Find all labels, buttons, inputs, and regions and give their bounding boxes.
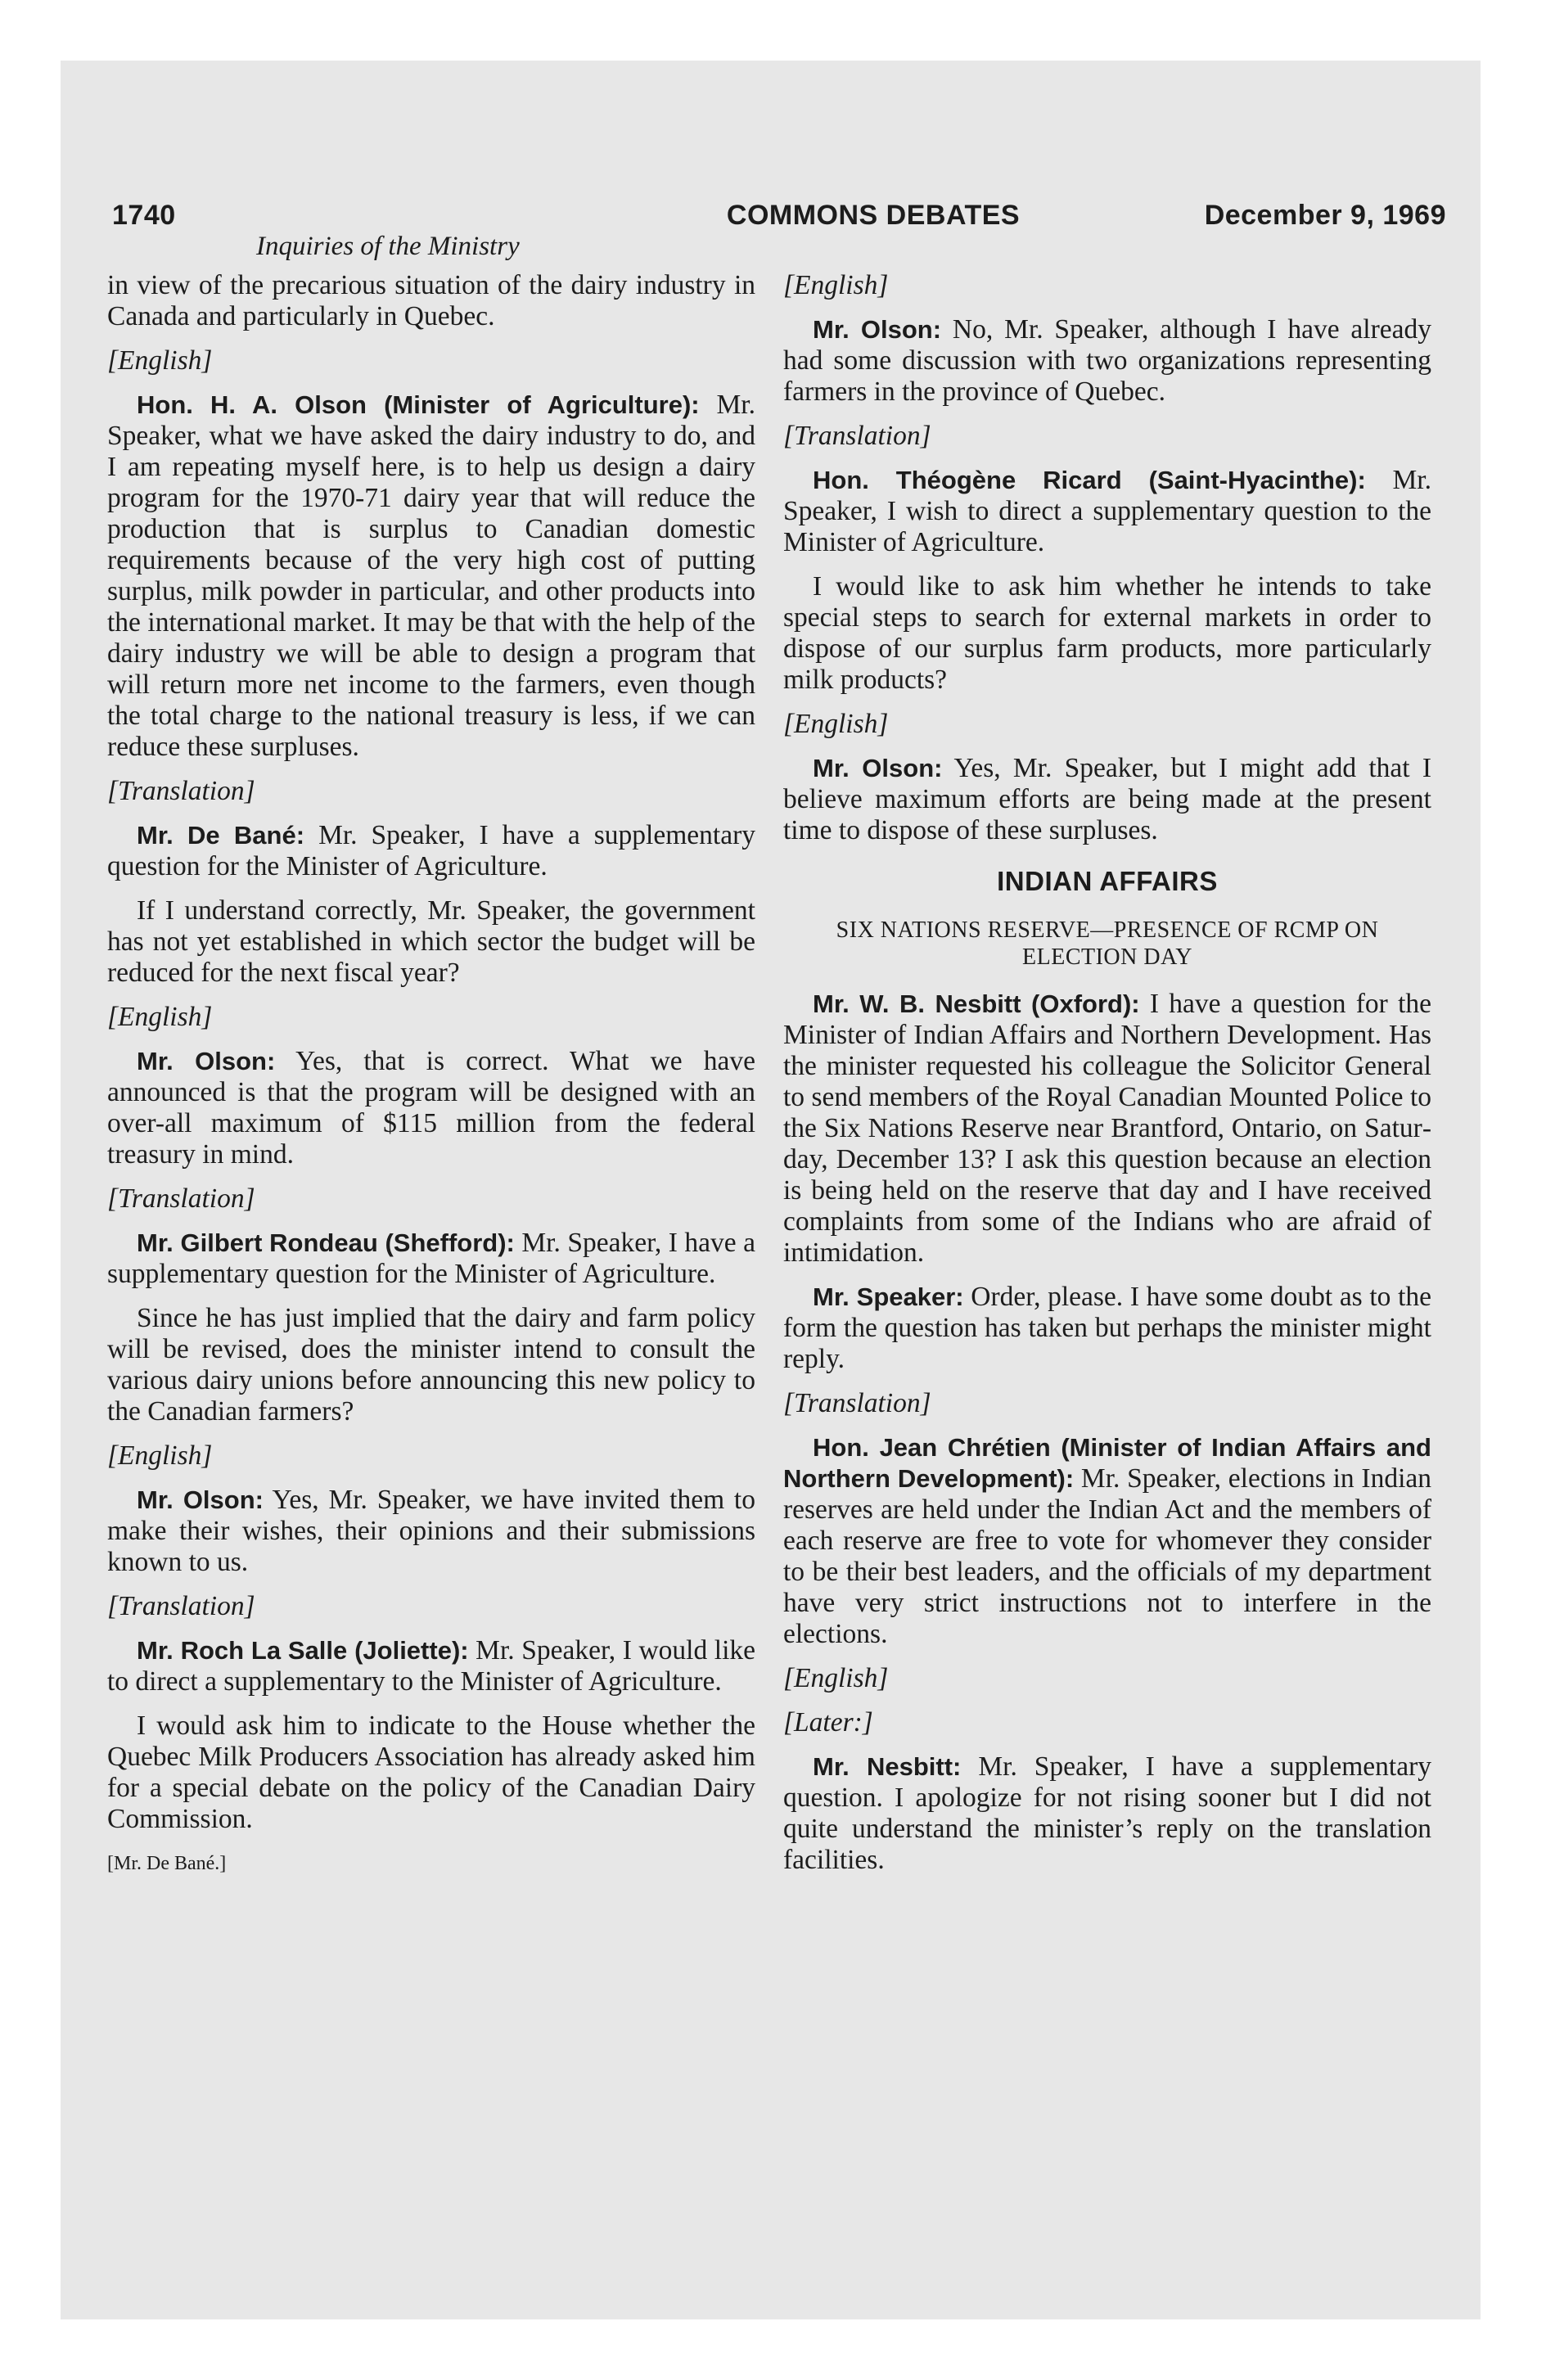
speech-text: Mr. Speaker, elections in Indian reserves are held under the Indian Act and the members of each reserve are free to vote for whomever they consider to be their best leaders, and the officials of my department have very strict instructions not to interfere in the elections.	[783, 1463, 1431, 1649]
speech-paragraph	[107, 1485, 755, 1578]
speaker-name: Mr. Roch La Salle (Joliette):	[137, 1636, 469, 1665]
paragraph: in view of the precarious situation of the dairy industry in Canada and particularly in Quebec.	[107, 270, 755, 331]
language-tag: [English]	[783, 270, 889, 300]
language-tag: [English]	[107, 1002, 213, 1032]
left-column	[107, 270, 755, 1892]
speech-paragraph	[783, 465, 1431, 558]
speech-text: Mr. Speaker, what we have asked the dairy industry to do, and I am repeating myself here, is to help us design a dairy program for the 1970-71 dairy year that will reduce the production that is surplus to Canadian domestic requirements because of the very high cost of putting surplus, milk powder in particular, and other products into the international market. It may be that with the help of the dairy industry we will be able to design a program that will return more net income to the farmers, even though the total charge to the national treasury is less, if we can reduce these surpluses.	[107, 390, 755, 762]
speech-paragraph	[107, 1228, 755, 1290]
speech-text: Mr. Speaker, I have a supplementary question for the Minister of Agriculture.	[107, 820, 755, 881]
language-tag: [English]	[107, 345, 213, 376]
speech-paragraph	[783, 989, 1431, 1269]
speaker-name: Mr. Olson:	[813, 315, 942, 344]
language-tag: [Translation]	[107, 1591, 255, 1621]
page-date: December 9, 1969	[1204, 200, 1446, 231]
speaker-name: Mr. Gilbert Rondeau (Shefford):	[137, 1228, 515, 1257]
paragraph: Since he has just implied that the dairy and farm policy will be revised, does the minister intend to consult the various dairy unions before announcing this new policy to the Canadian farmers?	[107, 1303, 755, 1427]
language-tag: [English]	[783, 1663, 889, 1693]
language-tag: [Translation]	[783, 421, 931, 451]
speaker-name: Mr. Olson:	[813, 754, 943, 782]
speech-paragraph	[783, 753, 1431, 846]
language-tag: [English]	[783, 709, 889, 739]
speech-text: I have a question for the Minister of Indian Affairs and Northern Development. Has the minister requested his colleague the Solicitor General to send members of the Royal Canadian Mounted Police to the Six Nations Reserve near Brantford, Ontario, on Saturday, December 13? I ask this question because an election is being held on the reserve that day and I have received complaints from some of the Indians who are afraid of intimidation.	[783, 989, 1431, 1268]
speech-paragraph	[107, 820, 755, 882]
speech-text: Mr. Speaker, I have a supplementary question. I apologize for not rising sooner but I did not quite understand the minister’s reply on the translation facilities.	[783, 1751, 1432, 1875]
speaker-name: Mr. Nesbitt:	[813, 1752, 962, 1781]
speech-text: Yes, that is correct. What we have announced is that the program will be designed with an over-all maximum of $115 million from the federal treasury in mind.	[107, 1046, 755, 1170]
page-subheading: Inquiries of the Ministry	[256, 232, 520, 261]
language-tag: [Translation]	[783, 1388, 931, 1418]
speech-text: Yes, Mr. Speaker, we have invited them to make their wishes, their opinions and their submissions known to us.	[107, 1485, 755, 1577]
speech-text: Mr. Speaker, I would like to direct a supplementary to the Minister of Agriculture.	[107, 1635, 755, 1697]
speech-paragraph	[783, 1432, 1431, 1650]
paragraph: I would like to ask him whether he intends to take special steps to search for external markets in order to dispose of our surplus farm products, more particularly milk products?	[783, 571, 1431, 695]
paragraph: I would ask him to indicate to the House whether the Quebec Milk Producers Association has already asked him for a special debate on the policy of the Canadian Dairy Commission.	[107, 1711, 755, 1834]
speech-paragraph	[107, 390, 755, 763]
speaker-name: Hon. H. A. Olson (Minister of Agriculture):	[137, 390, 700, 419]
speaker-name: Hon. Théogène Ricard (Saint-Hyacinthe):	[813, 466, 1366, 494]
speaker-name: Mr. De Bané:	[137, 821, 305, 850]
speaker-name: Hon. Jean Chrétien (Minister of Indian Affairs and Northern Development):	[783, 1433, 1431, 1493]
speaker-name: Mr. Olson:	[137, 1485, 264, 1514]
speech-paragraph	[107, 1046, 755, 1170]
language-tag: [Later:]	[783, 1707, 873, 1738]
speaker-name: Mr. W. B. Nesbitt (Oxford):	[813, 989, 1140, 1018]
speaker-name: Mr. Speaker:	[813, 1282, 964, 1311]
speech-text: Yes, Mr. Speaker, but I might add that I believe maximum efforts are being made at the present time to dispose of these surpluses.	[783, 753, 1431, 845]
subsection-heading: SIX NATIONS RESERVE—PRESENCE OF RCMP ON ELECTION DAY	[836, 917, 1379, 970]
language-tag: [Translation]	[107, 776, 255, 806]
speech-paragraph	[783, 1282, 1431, 1375]
speech-paragraph	[783, 314, 1431, 408]
language-tag: [English]	[107, 1440, 213, 1471]
speech-paragraph	[107, 1635, 755, 1697]
right-column	[783, 270, 1431, 1889]
speech-paragraph	[783, 1751, 1431, 1876]
language-tag: [Translation]	[107, 1183, 255, 1214]
publication-title: COMMONS DEBATES	[726, 200, 1021, 231]
speech-text: Mr. Speaker, I have a supplementary question for the Minister of Agriculture.	[107, 1228, 755, 1289]
speech-text: Mr. Speaker, I wish to direct a supplementary question to the Minister of Agriculture.	[783, 465, 1431, 557]
page-number: 1740	[112, 200, 176, 231]
section-heading: INDIAN AFFAIRS	[997, 866, 1218, 896]
paragraph: If I understand correctly, Mr. Speaker, the government has not yet established in which sector the budget will be reduced for the next fiscal year?	[107, 895, 755, 988]
speaker-name: Mr. Olson:	[137, 1047, 276, 1075]
speech-text: Order, please. I have some doubt as to the form the question has taken but perhaps the minister might reply.	[783, 1282, 1431, 1374]
speaker-footnote: [Mr. De Bané.]	[107, 1853, 227, 1874]
speech-text: No, Mr. Speaker, although I have already had some discussion with two organizations representing farmers in the province of Quebec.	[783, 314, 1431, 407]
page-header	[112, 200, 1446, 236]
